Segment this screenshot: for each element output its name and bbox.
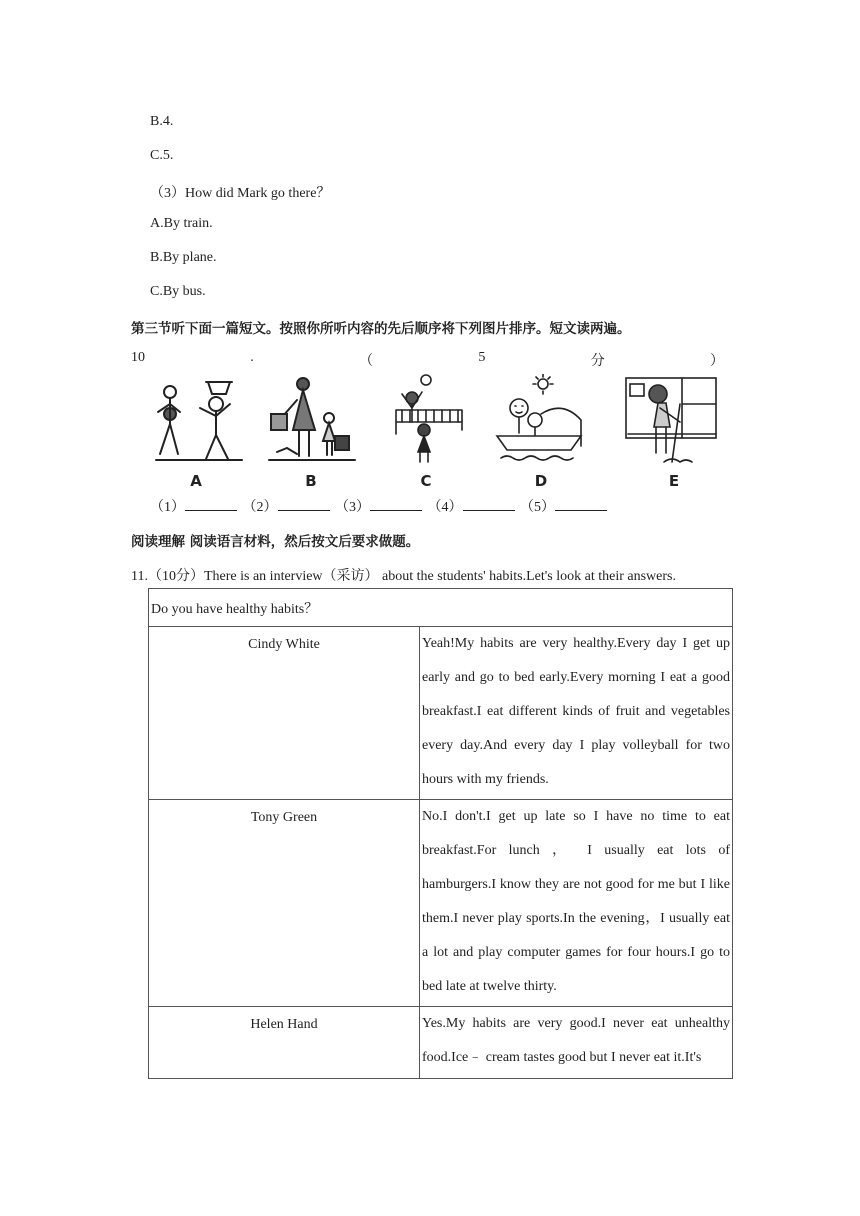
section-3-instructions: 第三节听下面一篇短文。按照你所听内容的先后顺序将下列图片排序。短文读两遍。 <box>131 321 631 337</box>
question-11: 11.（10分）There is an interview（采访） about the students' habits.Let's look at their answers. <box>131 569 676 584</box>
question-3: （3）How did Mark go there？ <box>150 186 331 201</box>
reading-section-title: 阅读理解 阅读语言材料，然后按文后要求做题。 <box>131 534 420 550</box>
answer-blank-4[interactable] <box>463 498 515 511</box>
blank-label-3: （3） <box>335 500 370 515</box>
table-header-row <box>149 589 733 627</box>
picture-e <box>624 374 724 490</box>
answer-blank-2[interactable] <box>278 498 330 511</box>
answer-text: Yeah!My habits are very healthy.Every day I get up early and go to bed early.Every morning I eat a good breakfast.I eat different kinds of fruit and vegetables every day.And every day I play volleyball for two hours with my friends. <box>422 636 730 787</box>
answer-text: No.I don't.I get up late so I have no time to eat breakfast.For lunch ， I usually eat lots of hamburgers.I know they are not good for me but I like them.I never play sports.In the evening，I usually eat a lot and play computer games for four hours.I go to bed late at twelve thirty. <box>422 809 730 994</box>
student-name: Cindy White <box>149 627 420 800</box>
answer-text: Yes.My habits are very good.I never eat unhealthy food.Ice﹣ cream tastes good but I never eat it.It's <box>422 1016 730 1065</box>
score-right-paren: ） <box>709 354 724 369</box>
picture-label-b: B <box>305 472 317 490</box>
picture-label-c: C <box>420 472 432 490</box>
student-answer <box>420 1007 733 1079</box>
shopping-illustration <box>261 374 361 468</box>
picture-label-d: D <box>534 472 548 490</box>
picture-label-a: A <box>190 472 202 490</box>
picture-d <box>491 374 591 490</box>
question-10-line <box>131 350 724 368</box>
student-answer <box>420 627 733 800</box>
volleyball-illustration <box>376 374 476 468</box>
table-row <box>149 800 733 1007</box>
student-name: Tony Green <box>149 800 420 1007</box>
blank-label-5: （5） <box>520 500 555 515</box>
picture-b <box>261 374 361 490</box>
table-row <box>149 1007 733 1079</box>
interview-table <box>148 588 733 1079</box>
picture-row <box>146 374 726 490</box>
sweeping-boy-illustration <box>624 374 724 468</box>
answer-blank-5[interactable] <box>555 498 607 511</box>
score-value: 5 <box>478 350 486 365</box>
picture-a <box>146 374 246 490</box>
option-c-bus: C.By bus. <box>150 284 206 299</box>
picture-label-e: E <box>668 472 680 490</box>
option-b-plane: B.By plane. <box>150 250 217 265</box>
answer-blank-3[interactable] <box>370 498 422 511</box>
table-header: Do you have healthy habits？ <box>149 589 733 627</box>
option-b-4: B.4. <box>150 114 174 129</box>
option-c-5: C.5. <box>150 148 174 163</box>
blank-label-4: （4） <box>427 500 463 515</box>
blank-label-2: （2） <box>242 500 278 515</box>
answer-blank-1[interactable] <box>185 498 237 511</box>
option-a-train: A.By train. <box>150 216 213 231</box>
student-answer <box>420 800 733 1007</box>
basketball-boys-illustration <box>146 374 246 468</box>
student-name: Helen Hand <box>149 1007 420 1079</box>
fishing-boat-illustration <box>491 374 591 468</box>
question-10-dot: . <box>250 350 254 365</box>
answer-blanks <box>150 496 609 516</box>
score-left-paren: （ <box>359 354 374 369</box>
blank-label-1: （1） <box>150 500 185 515</box>
picture-c <box>376 374 476 490</box>
score-unit: 分 <box>590 354 605 369</box>
table-row <box>149 627 733 800</box>
question-10-number: 10 <box>131 350 145 365</box>
